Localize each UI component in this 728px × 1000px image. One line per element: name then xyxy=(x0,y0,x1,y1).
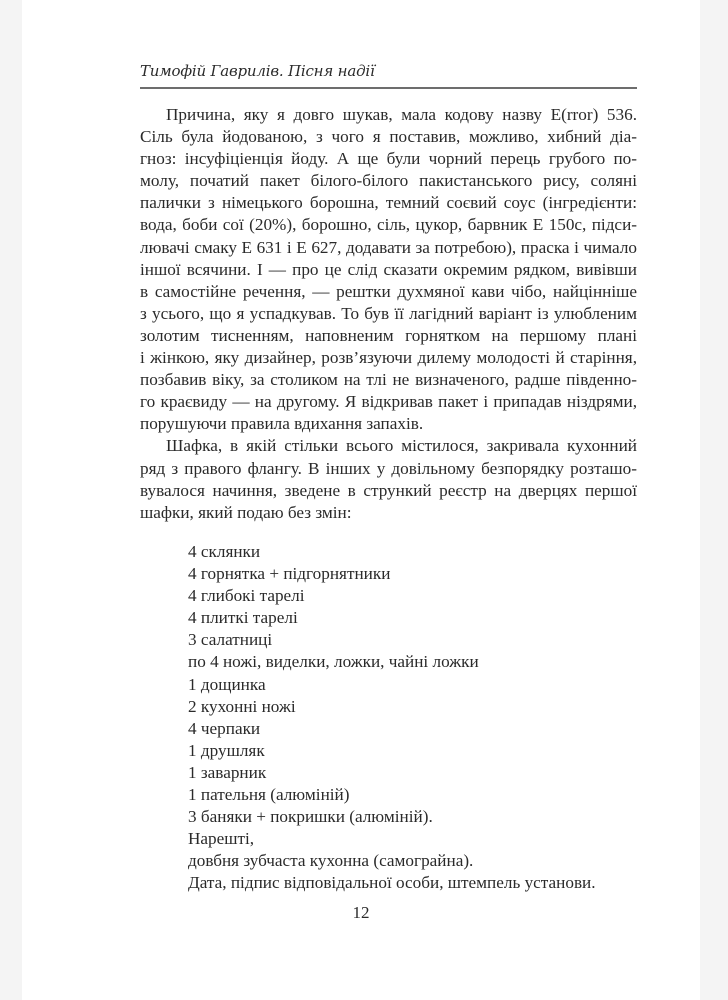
text-line: іншої всячини. І — про це слід сказати окремим рядком, вивівши xyxy=(140,259,637,279)
text-line: палички з німецького борошна, темний соєвий соус (інгредієнти: xyxy=(140,193,637,213)
running-head: Тимофій Гаврилів. Пісня надії xyxy=(140,62,375,80)
paragraph-2 xyxy=(140,435,637,523)
list-item: 1 заварник xyxy=(188,762,267,782)
text-line: гноз: інсуфіціенція йоду. А ще були чорний перець грубого по- xyxy=(140,149,637,169)
book-page xyxy=(22,0,700,1000)
page-number: 12 xyxy=(352,903,370,922)
list-item: 2 кухонні ножі xyxy=(188,696,296,716)
text-line: ряд з правого флангу. В інших у довільному безпорядку розташо- xyxy=(140,458,637,478)
list-item: 1 пательня (алюміній) xyxy=(188,785,350,805)
list-item: 4 глибокі тарелі xyxy=(188,586,305,606)
list-item: 1 друшляк xyxy=(188,740,265,760)
list-item: 4 плиткі тарелі xyxy=(188,608,298,628)
text-line: і жінкою, яку дизайнер, розв’язуючи дилему молодості й старіння, xyxy=(140,348,637,368)
text-line: Сіль була йодованою, з чого я поставив, можливо, хибний діа- xyxy=(140,127,637,147)
text-line: Шафка, в якій стільки всього містилося, закривала кухонний xyxy=(166,436,637,456)
list-item: 4 горнятка + підгорнятники xyxy=(188,564,391,584)
text-line: го краєвиду — на другому. Я відкривав пакет і припадав ніздрями, xyxy=(140,392,637,412)
text-line: шафки, який подаю без змін: xyxy=(140,502,352,522)
header-rule xyxy=(140,87,637,89)
list-item: Нарешті, xyxy=(188,829,255,849)
text-line: вувалося начиння, зведене в стрункий реєстр на дверцях першої xyxy=(140,480,637,500)
paragraph-1 xyxy=(140,104,637,435)
text-line: порушуючи правила вдихання запахів. xyxy=(140,414,424,434)
list-item: по 4 ножі, виделки, ложки, чайні ложки xyxy=(188,652,479,672)
text-line: в самостійне речення, — рештки духмяної кави чібо, найцінніше xyxy=(140,281,637,301)
list-item: Дата, підпис відповідальної особи, штемпель установи. xyxy=(188,873,596,893)
text-line: позбавив віку, за столиком на тлі не визначеного, радше південно- xyxy=(140,370,637,390)
list-item: 3 салатниці xyxy=(188,630,273,650)
list-item: 4 черпаки xyxy=(188,718,261,738)
list-item: 4 склянки xyxy=(188,542,261,561)
list-item: 3 баняки + покришки (алюміній). xyxy=(188,807,433,827)
list-item: довбня зубчаста кухонна (самограйна). xyxy=(188,851,474,871)
text-line: вода, боби сої (20%), борошно, сіль, цукор, барвник E 150c, підси- xyxy=(140,215,637,235)
text-line: молу, початий пакет білого-білого пакистанського рису, соляні xyxy=(140,171,637,191)
text-line: Причина, яку я довго шукав, мала кодову назву E(rror) 536. xyxy=(166,105,637,124)
text-line: з усього, що я успадкував. То був її лагідний варіант із улюбленим xyxy=(140,303,637,323)
text-line: лювачі смаку E 631 і E 627, додавати за потребою), праска і чимало xyxy=(140,237,637,257)
body-text xyxy=(140,104,637,524)
text-line: золотим тисненням, наповненим горнятком на першому плані xyxy=(140,325,637,345)
list-item: 1 дощинка xyxy=(188,674,266,694)
inventory-list xyxy=(188,541,596,895)
